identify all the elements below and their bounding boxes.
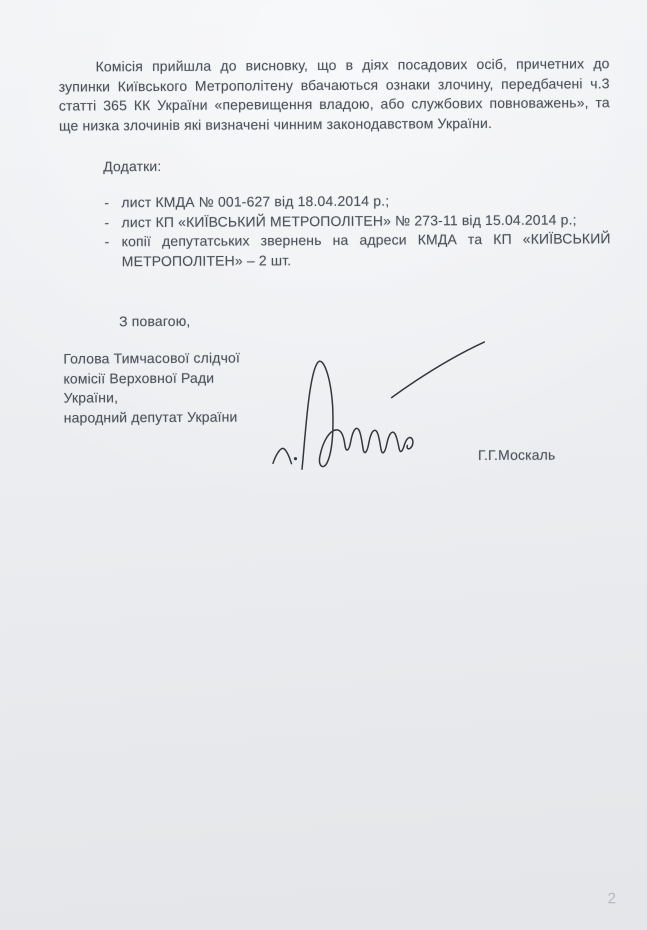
paragraph-line: Комісія прийшла до висновку, що в діях посадових осіб, причетних до (95, 55, 610, 75)
conclusion-paragraph (59, 54, 610, 135)
closing-salutation: З повагою, (119, 312, 191, 330)
signature-initial-stroke (273, 448, 292, 463)
paragraph-line: зупинки Київського Метрополітену вбачаються ознаки злочину, передбачені ч.3 (58, 74, 610, 95)
attachment-item-text: копії депутатських звернень на адреси КМДА та КП «КИЇВСЬКИЙ (121, 230, 611, 250)
attachment-item-text: МЕТРОПОЛІТЕН» – 2 шт. (121, 251, 292, 269)
attachment-item (105, 229, 611, 271)
page-number: 2 (607, 890, 617, 908)
list-dash: - (104, 233, 110, 250)
attachments-heading: Додатки: (103, 157, 162, 175)
signer-title-line: комісії Верховної Ради (63, 369, 215, 387)
signer-title-line: України, (63, 389, 119, 406)
signature-main-stroke (301, 361, 413, 470)
signature-flourish-arc (391, 342, 484, 398)
paragraph-line: статті 365 КК України «перевищення владою, або службових повноважень», та (58, 94, 610, 114)
attachment-item-text: лист КП «КИЇВСЬКИЙ МЕТРОПОЛІТЕН» № 273-11 від 15.04.2014 р.; (121, 210, 577, 230)
signature-handwriting (264, 339, 495, 475)
signature-dot (294, 457, 297, 460)
paragraph-line: ще низка злочинів які визначені чинним законодавством України. (58, 114, 493, 134)
signer-title-line: народний депутат України (63, 408, 238, 426)
attachments-list (104, 190, 610, 271)
signer-title-line: Голова Тимчасової слідчої (63, 349, 241, 367)
list-dash: - (104, 213, 110, 230)
list-dash: - (104, 194, 110, 211)
signer-name: Г.Г.Москаль (477, 446, 556, 464)
attachment-item-text: лист КМДА № 001-627 від 18.04.2014 р.; (121, 192, 390, 211)
